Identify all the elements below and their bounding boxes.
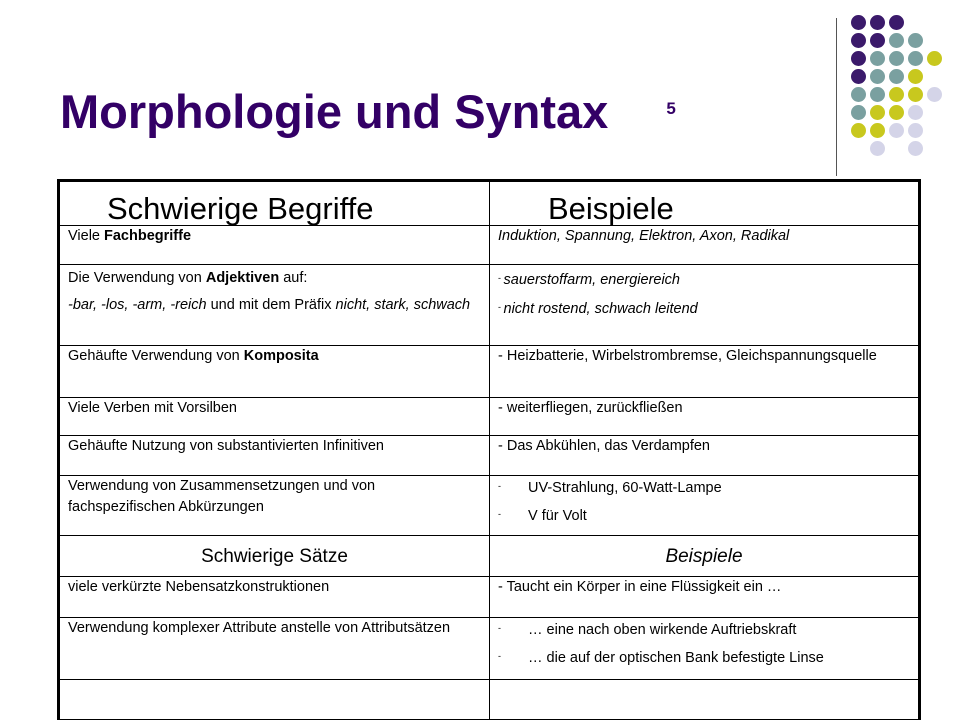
- table-row: [59, 265, 920, 346]
- decor-dot: [870, 123, 885, 138]
- example-cell: [490, 476, 920, 536]
- example-cell: [490, 265, 920, 346]
- decor-dot: [870, 105, 885, 120]
- list-dash: -: [498, 481, 501, 491]
- term-cell: Verwendung von Zusammensetzungen und von fachspezifischen Abkürzungen: [59, 476, 490, 536]
- terms-table: [57, 179, 921, 720]
- decor-dot: [870, 15, 885, 30]
- table-row: [59, 577, 920, 618]
- table-row: [59, 346, 920, 398]
- term-keyword: Fachbegriffe: [104, 228, 192, 244]
- decor-dot: [870, 141, 885, 156]
- decor-dot: [908, 87, 923, 102]
- table-row: [59, 476, 920, 536]
- header-cell-examples: Beispiele: [490, 181, 920, 226]
- term-text: Viele: [68, 228, 105, 244]
- term-text: Gehäufte Verwendung von: [68, 348, 244, 364]
- decor-dot: [908, 33, 923, 48]
- example-text: … die auf der optischen Bank befestigte Linse: [528, 650, 824, 666]
- term-cell: [59, 265, 490, 346]
- example-text: UV-Strahlung, 60-Watt-Lampe: [528, 480, 722, 496]
- slide-title: [60, 85, 676, 138]
- example-cell: - Taucht ein Körper in eine Flüssigkeit ein …: [490, 577, 920, 618]
- table-row: [59, 226, 920, 265]
- empty-cell: [59, 680, 490, 720]
- decor-dot: [851, 51, 866, 66]
- term-cell: Gehäufte Nutzung von substantivierten Infinitiven: [59, 436, 490, 476]
- example-cell: [490, 226, 920, 265]
- list-dash: -: [498, 302, 504, 312]
- example-text: nicht rostend, schwach leitend: [503, 301, 698, 317]
- decor-dot: [851, 123, 866, 138]
- decor-dot: [927, 87, 942, 102]
- example-cell: [490, 618, 920, 680]
- term-cell: Viele Verben mit Vorsilben: [59, 398, 490, 436]
- term-cell: [59, 226, 490, 265]
- decorative-divider-line: [836, 18, 837, 176]
- page-number: 5: [666, 99, 676, 118]
- list-dash: -: [498, 509, 501, 519]
- table-row: [59, 436, 920, 476]
- decor-dot: [870, 33, 885, 48]
- decor-dot: [889, 51, 904, 66]
- decor-dot: [851, 105, 866, 120]
- table-row: [59, 618, 920, 680]
- table-row-empty: [59, 680, 920, 720]
- example-cell: - Das Abkühlen, das Verdampfen: [490, 436, 920, 476]
- term-cell: [59, 346, 490, 398]
- decor-dot: [908, 51, 923, 66]
- table-row: [59, 398, 920, 436]
- decor-dot: [889, 123, 904, 138]
- decor-dot: [889, 87, 904, 102]
- example-text: … eine nach oben wirkende Auftriebskraft: [528, 622, 797, 638]
- empty-cell: [490, 680, 920, 720]
- decor-dot: [889, 15, 904, 30]
- decor-dot: [908, 123, 923, 138]
- example-cell: - Heizbatterie, Wirbelstrombremse, Gleichspannungsquelle: [490, 346, 920, 398]
- header-cell-sentences: Schwierige Sätze: [59, 536, 490, 577]
- example-text: sauerstoffarm, energiereich: [503, 272, 680, 288]
- example-cell: - weiterfliegen, zurückfließen: [490, 398, 920, 436]
- decor-dot: [851, 33, 866, 48]
- slide-title-text: Morphologie und Syntax: [60, 85, 609, 138]
- decor-dot: [870, 51, 885, 66]
- decor-dot: [908, 141, 923, 156]
- list-dash: -: [498, 651, 501, 661]
- table-header-terms: [59, 181, 920, 226]
- decor-dot: [889, 69, 904, 84]
- decor-dot: [927, 51, 942, 66]
- term-keyword: Komposita: [243, 348, 319, 364]
- decor-dot: [851, 15, 866, 30]
- term-text: und mit dem Präfix: [206, 297, 336, 313]
- decor-dot: [851, 87, 866, 102]
- example-text: Induktion, Spannung, Elektron, Axon, Radikal: [498, 228, 790, 244]
- table-header-sentences: [59, 536, 920, 577]
- decor-dot: [870, 69, 885, 84]
- term-prefixes: nicht, stark, schwach: [335, 297, 471, 313]
- list-dash: -: [498, 273, 504, 283]
- header-cell-terms: Schwierige Begriffe: [59, 181, 490, 226]
- term-suffixes: -bar, -los, -arm, -reich: [68, 297, 207, 313]
- decor-dot: [851, 69, 866, 84]
- decor-dot: [908, 69, 923, 84]
- decor-dot: [889, 105, 904, 120]
- term-keyword: Adjektiven: [205, 270, 280, 286]
- decor-dot: [889, 33, 904, 48]
- term-cell: viele verkürzte Nebensatzkonstruktionen: [59, 577, 490, 618]
- term-cell: Verwendung komplexer Attribute anstelle von Attributsätzen: [59, 618, 490, 680]
- header-cell-examples: Beispiele: [490, 536, 920, 577]
- list-dash: -: [498, 623, 501, 633]
- term-text: Die Verwendung von: [68, 270, 206, 286]
- example-text: V für Volt: [528, 508, 587, 524]
- decor-dot: [908, 105, 923, 120]
- term-text: auf:: [279, 270, 308, 286]
- decor-dot: [870, 87, 885, 102]
